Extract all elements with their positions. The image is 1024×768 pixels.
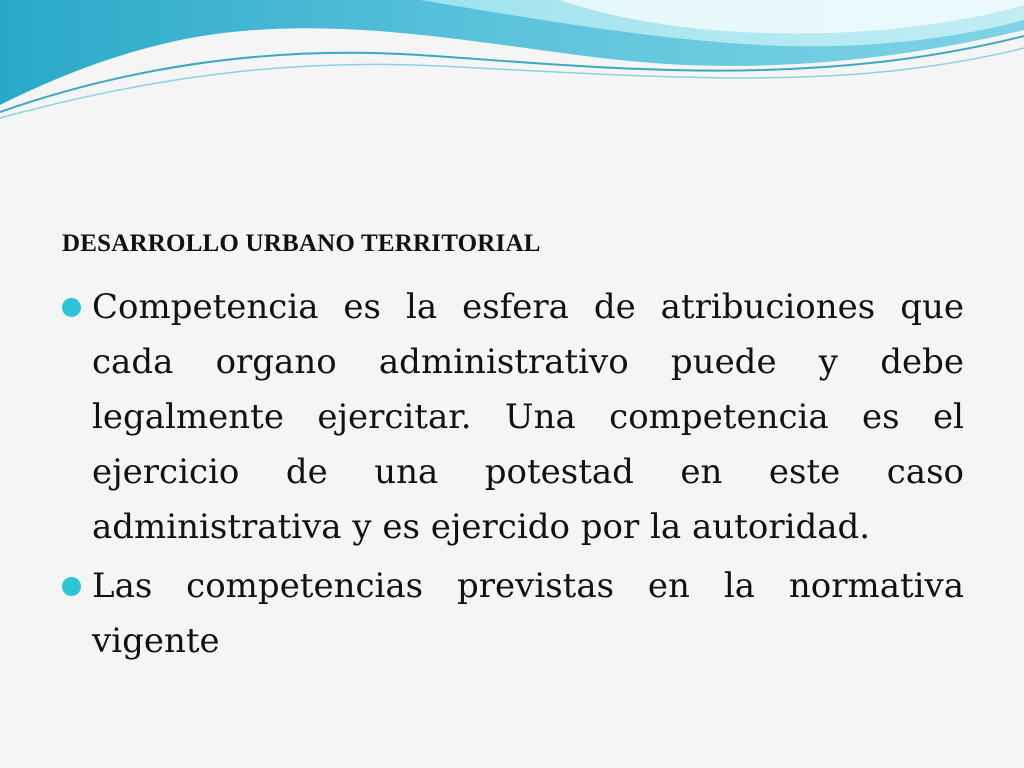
bullet-dot-icon [62, 298, 81, 317]
bullet-text: Las competencias previstas en la normativa vigente [92, 566, 964, 661]
bullet-dot-icon [62, 577, 81, 596]
bullet-item [62, 280, 964, 555]
bullet-text: Competencia es la esfera de atribuciones que cada organo administrativo puede y debe legalmente ejercitar. Una competencia es el ejercicio de una potestad en este caso administrativa y es ejercido por la autoridad. [92, 287, 964, 547]
slide-heading: DESARROLLO URBANO TERRITORIAL [62, 230, 541, 257]
bullet-list [62, 280, 964, 669]
wave-header-decoration [0, 0, 1024, 130]
slide-content [62, 222, 964, 673]
bullet-item [62, 559, 964, 669]
